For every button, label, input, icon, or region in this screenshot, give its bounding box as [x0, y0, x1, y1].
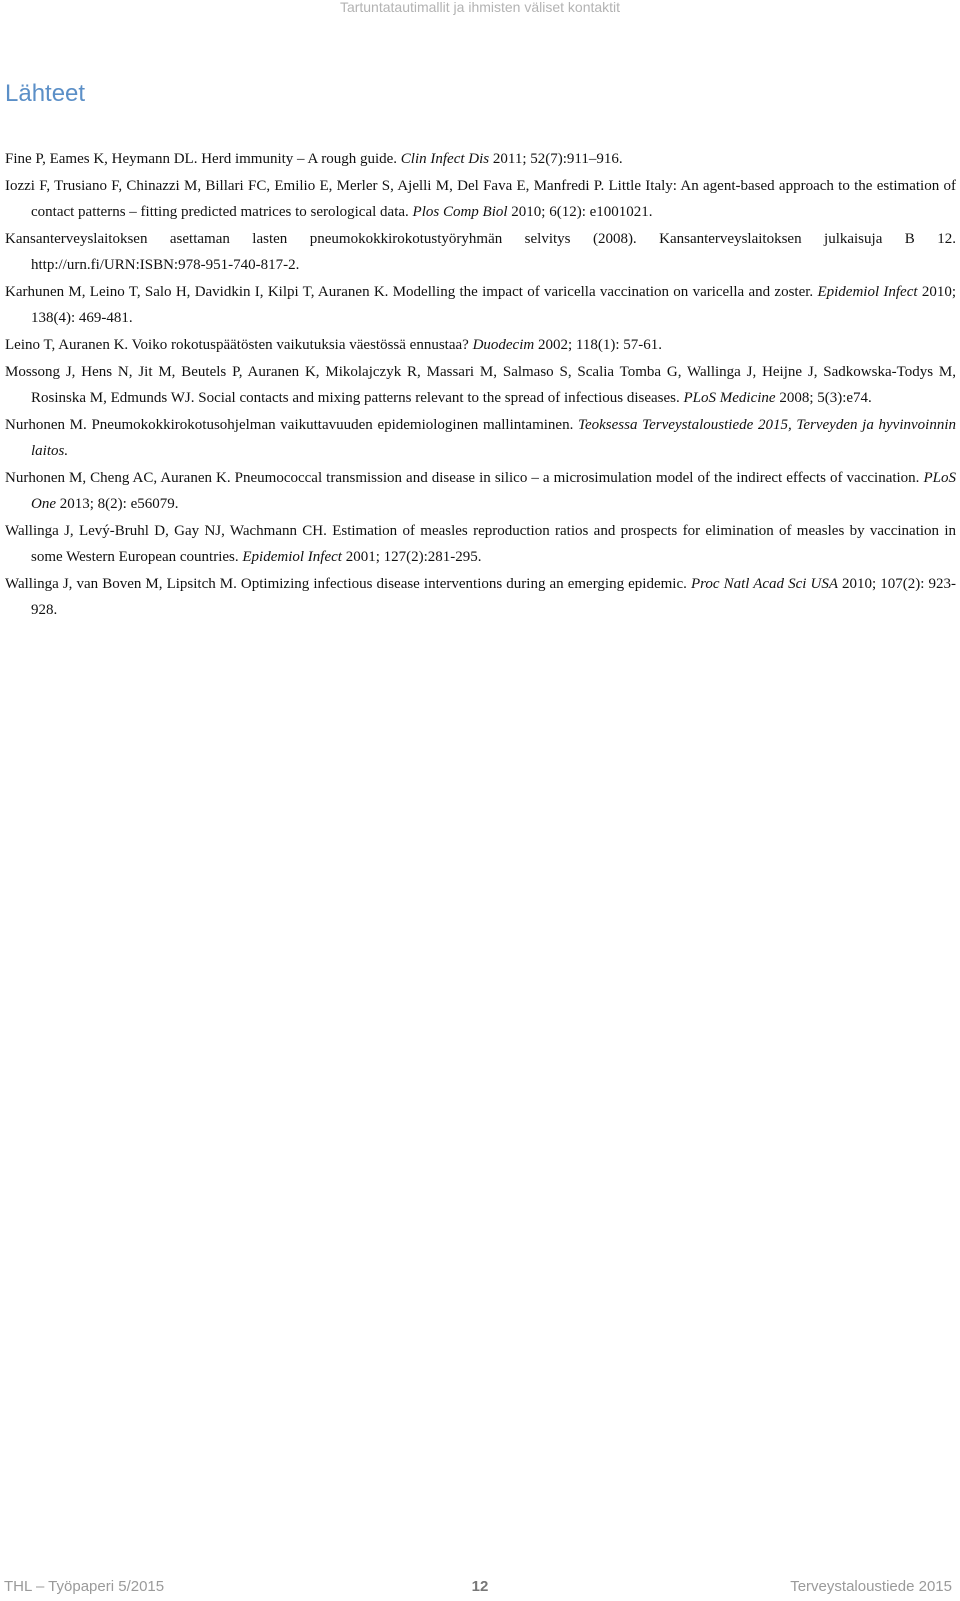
reference-journal: PLoS One: [31, 470, 956, 512]
reference-item: [5, 412, 956, 464]
reference-details: 2010; 6(12): e1001021.: [507, 204, 653, 220]
reference-item: [5, 359, 956, 411]
reference-item: [5, 571, 956, 623]
reference-item: [5, 226, 956, 278]
reference-journal: Plos Comp Biol: [412, 204, 508, 220]
reference-item: [5, 279, 956, 331]
reference-item: [5, 465, 956, 517]
reference-details: 2002; 118(1): 57-61.: [534, 337, 662, 353]
reference-item: [5, 518, 956, 570]
reference-text: Mossong J, Hens N, Jit M, Beutels P, Auranen K, Mikolajczyk R, Massari M, Salmaso S, Scalia Tomba G, Wallinga J, Heijne J, Sadkowska-Todys M, Rosinska M, Edmunds WJ. Social contacts and mixing patterns relevant to the spread of infectious diseases.: [5, 364, 956, 406]
reference-journal: PLoS Medicine: [683, 390, 776, 406]
section-title: Lähteet: [5, 80, 86, 107]
reference-item: [5, 146, 956, 172]
reference-journal: Epidemiol Infect: [242, 549, 342, 565]
footer-publication: Terveystaloustiede 2015: [790, 1578, 952, 1595]
reference-journal: Proc Natl Acad Sci USA: [690, 576, 838, 592]
reference-details: 2013; 8(2): e56079.: [56, 496, 179, 512]
reference-details: 2010; 138(4): 469-481.: [31, 284, 956, 326]
reference-text: Fine P, Eames K, Heymann DL. Herd immunity – A rough guide.: [5, 151, 401, 167]
reference-text: Iozzi F, Trusiano F, Chinazzi M, Billari FC, Emilio E, Merler S, Ajelli M, Del Fava E, Manfredi P. Little Italy: An agent-based approach to the estimation of contact patterns – fitting predicted matrices to serological data.: [5, 178, 956, 220]
reference-text: Nurhonen M, Cheng AC, Auranen K. Pneumococcal transmission and disease in silico – a microsimulation model of the indirect effects of vaccination.: [5, 470, 924, 486]
page-footer: [0, 1578, 960, 1598]
footer-series: THL – Työpaperi 5/2015: [4, 1578, 165, 1595]
reference-text: Kansanterveyslaitoksen asettaman lasten pneumokokkirokotustyöryhmän selvitys (2008). Kansanterveyslaitoksen julkaisuja B 12. http://urn.fi/URN:ISBN:978-951-740-817-2.: [5, 231, 956, 273]
reference-details: 2010; 107(2): 923-928.: [31, 576, 956, 618]
running-header: Tartuntatautimallit ja ihmisten väliset kontaktit: [339, 0, 621, 15]
reference-journal: Teoksessa Terveystaloustiede 2015, Terveyden ja hyvinvoinnin laitos.: [31, 417, 956, 459]
reference-text: Wallinga J, Levý-Bruhl D, Gay NJ, Wachmann CH. Estimation of measles reproduction ratios and prospects for elimination of measles by vaccination in some Western European countries.: [5, 523, 956, 565]
reference-text: Karhunen M, Leino T, Salo H, Davidkin I, Kilpi T, Auranen K. Modelling the impact of varicella vaccination on varicella and zoster.: [5, 284, 818, 300]
reference-list: [5, 146, 956, 624]
reference-journal: Duodecim: [472, 337, 535, 353]
page-number: 12: [471, 1578, 489, 1595]
reference-details: 2011; 52(7):911–916.: [489, 151, 623, 167]
reference-item: [5, 332, 956, 358]
reference-details: 2001; 127(2):281-295.: [341, 549, 482, 565]
reference-details: 2008; 5(3):e74.: [775, 390, 872, 406]
reference-text: Nurhonen M. Pneumokokkirokotusohjelman vaikuttavuuden epidemiologinen mallintaminen.: [5, 417, 579, 433]
reference-text: Wallinga J, van Boven M, Lipsitch M. Optimizing infectious disease interventions during an emerging epidemic.: [5, 576, 691, 592]
reference-text: Leino T, Auranen K. Voiko rokotuspäätösten vaikutuksia väestössä ennustaa?: [5, 337, 473, 353]
reference-journal: Epidemiol Infect: [817, 284, 918, 300]
reference-journal: Clin Infect Dis: [400, 151, 490, 167]
reference-item: [5, 173, 956, 225]
